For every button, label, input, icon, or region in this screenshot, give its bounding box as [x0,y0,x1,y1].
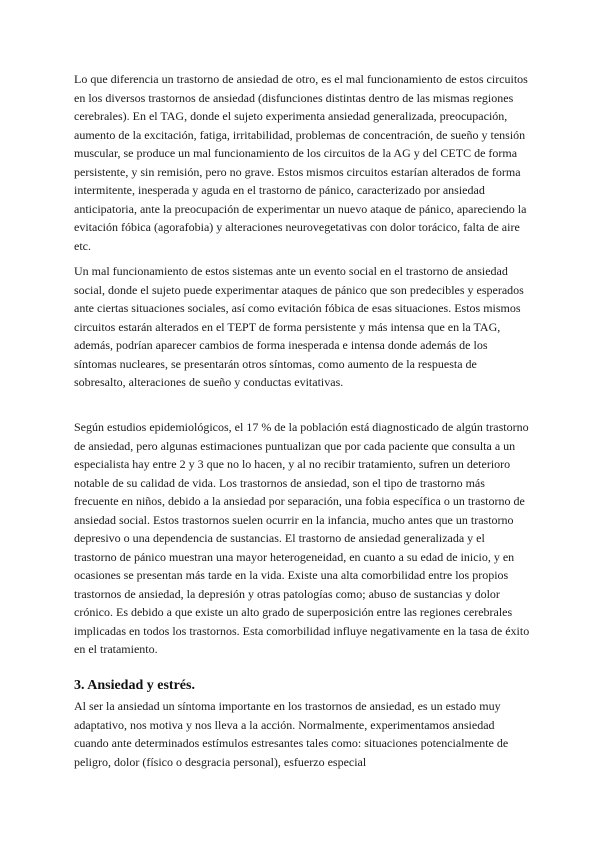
section-heading: 3. Ansiedad y estrés. [74,678,195,693]
paragraph-social-anxiety: Un mal funcionamiento de estos sistemas ante un evento social en el trastorno de ansiedad social, donde el sujeto puede experimentar ataques de pánico que son predecibles y esperados ante ciertas situaciones sociales, así como evitación fóbica de esas situaciones. Estos mismos circuitos estarán alterados en el TEPT de forma persistente y más intensa que en la TAG, además, podrían aparecer cambios de forma inesperada e intensa donde además de los síntomas nucleares, se presentarán otros síntomas, como aumento de la respuesta de sobresalto, alteraciones de sueño y conductas evitativas. [74,264,524,389]
paragraph-anxiety-stress: Al ser la ansiedad un síntoma importante en los trastornos de ansiedad, es un estado muy adaptativo, nos motiva y nos lleva a la acción. Normalmente, experimentamos ansiedad cuando ante determinados estímulos estresantes tales como: situaciones potencialmente de peligro, dolor (físico o desgracia personal), esfuerzo especial [74,699,509,769]
paragraph-anxiety-circuits: Lo que diferencia un trastorno de ansiedad de otro, es el mal funcionamiento de estos circuitos en los diversos trastornos de ansiedad (disfunciones distintas dentro de las mismas regiones cerebrales). En el TAG, donde el sujeto experimenta ansiedad generalizada, preocupación, aumento de la excitación, fatiga, irritabilidad, problemas de concentración, de sueño y tensión muscular, se produce un mal funcionamiento de los circuitos de la AG y del CETC de forma persistente, y sin remisión, pero no grave. Estos mismos circuitos estarían alterados de forma intermitente, inesperada y aguda en el trastorno de pánico, caracterizado por ansiedad anticipatoria, ante la preocupación de experimentar un nuevo ataque de pánico, apareciendo la evitación fóbica (agorafobia) y alteraciones neurovegetativas con dolor torácico, falta de aire etc. [74,72,528,253]
paragraph-epidemiology: Según estudios epidemiológicos, el 17 % de la población está diagnosticado de algún trastorno de ansiedad, pero algunas estimaciones puntualizan que por cada paciente que consulta a un especialista hay entre 2 y 3 que no lo hacen, y al no recibir tratamiento, sufren un deterioro notable de su calidad de vida. Los trastornos de ansiedad, son el tipo de trastorno más frecuente en niños, debido a la ansiedad por separación, una fobia específica o un trastorno de ansiedad social. Estos trastornos suelen ocurrir en la infancia, mucho antes que un trastorno depresivo o una dependencia de sustancias. El trastorno de ansiedad generalizada y el trastorno de pánico muestran una mayor heterogeneidad, en cuanto a su edad de inicio, y en ocasiones se presentan más tarde en la vida. Existe una alta comorbilidad entre los propios trastornos de ansiedad, la depresión y otras patologías como; abuso de sustancias y dolor crónico. Es debido a que existe un alto grado de superposición entre las regiones cerebrales implicadas en todos los trastornos. Esta comorbilidad influye negativamente en la tasa de éxito en el tratamiento. [74,420,530,656]
